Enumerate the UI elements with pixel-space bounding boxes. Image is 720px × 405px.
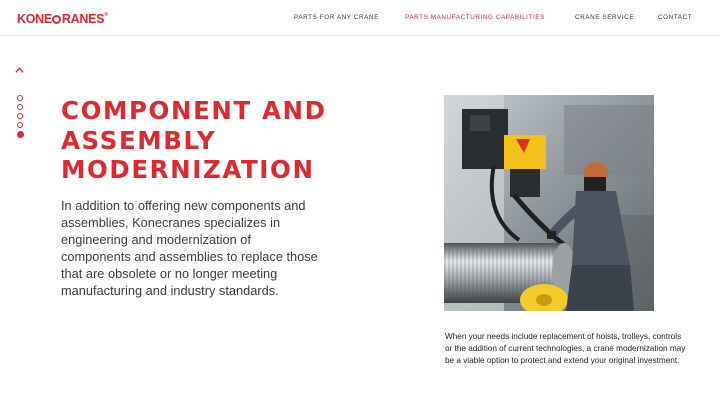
logo-registered-mark: ® bbox=[104, 12, 108, 18]
logo-c-mark-icon bbox=[52, 15, 61, 24]
page-title: COMPONENT AND ASSEMBLY MODERNIZATION bbox=[61, 96, 327, 184]
konecranes-logo[interactable] bbox=[17, 12, 108, 26]
nav-contact[interactable]: CONTACT bbox=[658, 14, 693, 21]
nav-crane-service[interactable]: CRANE SERVICE bbox=[575, 14, 635, 21]
section-dot-2[interactable] bbox=[17, 104, 23, 110]
section-dot-1[interactable] bbox=[17, 95, 23, 101]
image-caption: When your needs include replacement of hoists, trolleys, controls or the addition of current technologies, a crane modernization may be a viable option to protect and extend your original investment. bbox=[445, 332, 686, 365]
welding-photo-illustration bbox=[444, 95, 654, 311]
logo-text-2: RANES bbox=[61, 12, 105, 26]
site-header bbox=[0, 0, 720, 36]
nav-parts-for-any-crane[interactable]: PARTS FOR ANY CRANE bbox=[294, 14, 379, 21]
section-dot-5-active[interactable] bbox=[17, 131, 24, 138]
section-dot-4[interactable] bbox=[17, 122, 23, 128]
nav-parts-manufacturing-capabilities[interactable]: PARTS MANUFACTURING CAPABILITIES bbox=[405, 14, 545, 21]
logo-text-1: KONE bbox=[17, 12, 52, 26]
intro-paragraph: In addition to offering new components and assemblies, Konecranes specializes in engineering and modernization of components and assemblies to replace those that are obsolete or no longer meeting manufacturing and industry standards. bbox=[61, 198, 318, 299]
chevron-up-icon[interactable] bbox=[15, 66, 24, 75]
section-dot-3[interactable] bbox=[17, 113, 23, 119]
welding-photo bbox=[444, 95, 654, 311]
